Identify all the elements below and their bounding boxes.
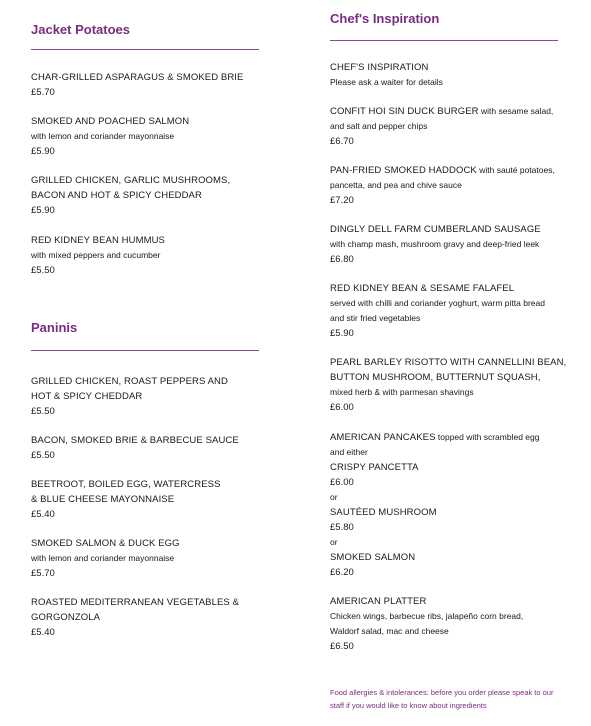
- menu-item: [31, 595, 276, 640]
- item-price: £5.90: [31, 205, 55, 216]
- allergy-notice-line: staff if you would like to know about ingredients: [330, 701, 487, 710]
- item-option: CRISPY PANCETTA: [330, 462, 419, 473]
- item-name: AMERICAN PLATTER: [330, 596, 427, 607]
- item-price: £6.20: [330, 567, 354, 578]
- item-price: £6.80: [330, 254, 354, 265]
- item-name: DINGLY DELL FARM CUMBERLAND SAUSAGE: [330, 224, 541, 235]
- item-desc: Waldorf salad, mac and cheese: [330, 626, 449, 636]
- menu-item: [31, 173, 276, 218]
- item-price: £5.90: [330, 328, 354, 339]
- item-price: £5.50: [31, 265, 55, 276]
- item-name: BACON AND HOT & SPICY CHEDDAR: [31, 190, 202, 201]
- item-desc: served with chilli and coriander yoghurt, warm pitta bread: [330, 298, 545, 308]
- item-name: HOT & SPICY CHEDDAR: [31, 391, 143, 402]
- menu-item: [330, 355, 575, 415]
- item-or: or: [330, 537, 338, 547]
- item-name: GORGONZOLA: [31, 612, 101, 623]
- item-price: £5.40: [31, 627, 55, 638]
- item-desc: with lemon and coriander mayonnaise: [31, 131, 175, 141]
- item-desc: topped with scrambled egg: [435, 432, 540, 442]
- section-title: Chef's Inspiration: [330, 11, 440, 26]
- item-name: CONFIT HOI SIN DUCK BURGER: [330, 106, 479, 117]
- item-desc: with champ mash, mushroom gravy and deep-fried leek: [330, 239, 540, 249]
- menu-item: [330, 60, 575, 90]
- item-price: £5.80: [330, 522, 354, 533]
- item-desc: with mixed peppers and cucumber: [31, 250, 161, 260]
- menu-item: [31, 477, 276, 522]
- item-name: PAN-FRIED SMOKED HADDOCK: [330, 165, 477, 176]
- item-desc: and either: [330, 447, 368, 457]
- item-price: £6.50: [330, 641, 354, 652]
- item-name: BUTTON MUSHROOM, BUTTERNUT SQUASH,: [330, 372, 541, 383]
- item-name: BEETROOT, BOILED EGG, WATERCRESS: [31, 479, 221, 490]
- menu-item: [330, 104, 575, 149]
- item-price: £5.70: [31, 87, 55, 98]
- item-name: & BLUE CHEESE MAYONNAISE: [31, 494, 175, 505]
- menu-item: [330, 430, 575, 580]
- item-desc: with sesame salad,: [478, 106, 554, 116]
- jacket-potatoes-section: [31, 22, 276, 38]
- allergy-notice: [330, 686, 580, 712]
- item-desc: pancetta, and pea and chive sauce: [330, 180, 462, 190]
- item-option: SAUTÉED MUSHROOM: [330, 507, 437, 518]
- section-divider: [330, 40, 558, 41]
- menu-item: [31, 233, 276, 278]
- item-desc: and stir fried vegetables: [330, 313, 421, 323]
- allergy-notice-line: Food allergies & intolerances: before you order please speak to our: [330, 688, 554, 697]
- item-desc: Chicken wings, barbecue ribs, jalapeño corn bread,: [330, 611, 524, 621]
- menu-item: [31, 114, 276, 159]
- menu-item: [31, 70, 276, 100]
- item-name: RED KIDNEY BEAN & SESAME FALAFEL: [330, 283, 515, 294]
- item-desc: with lemon and coriander mayonnaise: [31, 553, 175, 563]
- chefs-inspiration-section: [330, 11, 575, 27]
- section-divider: [31, 350, 259, 351]
- section-divider: [31, 49, 259, 50]
- item-name: GRILLED CHICKEN, GARLIC MUSHROOMS,: [31, 175, 231, 186]
- item-name: CHEF'S INSPIRATION: [330, 62, 429, 73]
- item-name: SMOKED SALMON & DUCK EGG: [31, 538, 180, 549]
- menu-item: [330, 281, 575, 341]
- item-name: PEARL BARLEY RISOTTO WITH CANNELLINI BEAN,: [330, 357, 567, 368]
- item-price: £5.40: [31, 509, 55, 520]
- item-name: AMERICAN PANCAKES: [330, 432, 436, 443]
- item-price: £7.20: [330, 195, 354, 206]
- item-desc: with sauté potatoes,: [476, 165, 555, 175]
- section-title: Paninis: [31, 320, 78, 335]
- item-price: £5.50: [31, 406, 55, 417]
- menu-item: [31, 374, 276, 419]
- item-price: £5.90: [31, 146, 55, 157]
- item-price: £6.70: [330, 136, 354, 147]
- item-desc: Please ask a waiter for details: [330, 77, 443, 87]
- item-name: RED KIDNEY BEAN HUMMUS: [31, 235, 165, 246]
- item-name: CHAR-GRILLED ASPARAGUS & SMOKED BRIE: [31, 72, 244, 83]
- item-price: £6.00: [330, 477, 354, 488]
- item-name: SMOKED AND POACHED SALMON: [31, 116, 190, 127]
- item-name: BACON, SMOKED BRIE & BARBECUE SAUCE: [31, 435, 239, 446]
- menu-item: [31, 433, 276, 463]
- item-desc: and salt and pepper chips: [330, 121, 428, 131]
- paninis-section: [31, 320, 276, 336]
- item-name: ROASTED MEDITERRANEAN VEGETABLES &: [31, 597, 240, 608]
- menu-item: [330, 163, 575, 208]
- item-desc: mixed herb & with parmesan shavings: [330, 387, 474, 397]
- section-title: Jacket Potatoes: [31, 22, 130, 37]
- item-option: SMOKED SALMON: [330, 552, 416, 563]
- item-price: £6.00: [330, 402, 354, 413]
- menu-item: [330, 222, 575, 267]
- item-name: GRILLED CHICKEN, ROAST PEPPERS AND: [31, 376, 228, 387]
- item-price: £5.70: [31, 568, 55, 579]
- item-or: or: [330, 492, 338, 502]
- item-price: £5.50: [31, 450, 55, 461]
- menu-item: [330, 594, 575, 654]
- menu-item: [31, 536, 276, 581]
